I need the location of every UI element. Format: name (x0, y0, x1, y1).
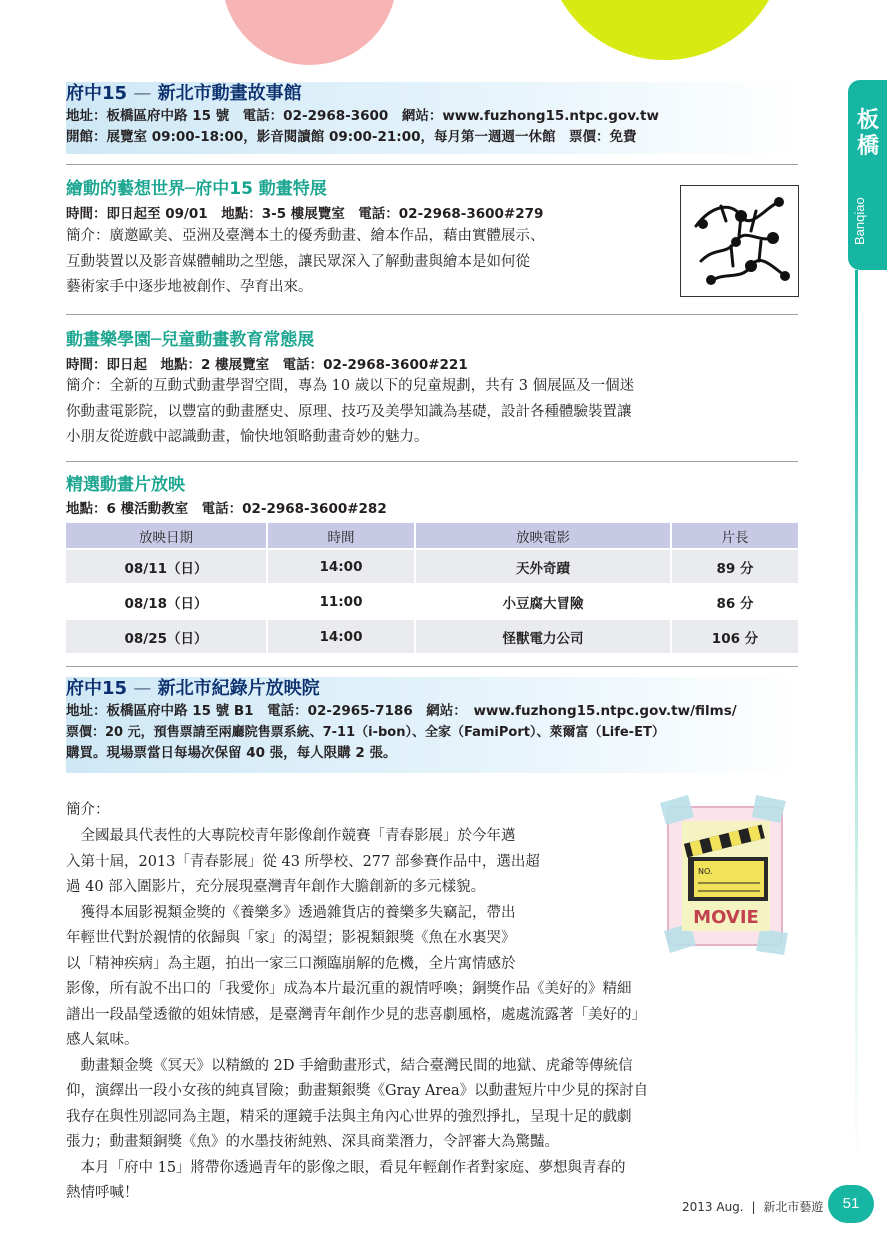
exhibit2-title: 動畫樂學園─兒童動畫教育常態展 (66, 330, 315, 350)
column-header-time: 時間 (267, 523, 415, 549)
intro-label: 簡介： (66, 802, 110, 818)
venue1-address: 地址：板橋區府中路 15 號 電話：02-2968-3600 網站：www.fuzhong15.ntpc.gov.tw (66, 108, 659, 124)
page-footer (682, 1198, 823, 1215)
venue2-ticket: 票價：20 元，預售票請至兩廳院售票系統、7-11（i-bon）、全家（FamiPort）、萊爾富（Life-ET） (66, 725, 665, 740)
footer-magazine: 新北市藝遊 (763, 1200, 824, 1214)
exhibit2-intro: 簡介：全新的互動式動畫學習空間，專為 10 歲以下的兒童規劃，共有 3 個展區及一個迷 你動畫電影院，以豐富的動畫歷史、原理、技巧及美學知識為基礎，設計各種體驗裝置讓 小朋友從遊戲中認識動畫，愉快地領略動畫奇妙的魅力。 (66, 378, 635, 445)
screening-meta: 地點：6 樓活動教室 電話：02-2968-3600#282 (66, 501, 387, 517)
exhibit1-title: 繪動的藝想世界─府中15 動畫特展 (66, 179, 327, 199)
district-tab (848, 80, 887, 270)
footer-issue: 2013 Aug. (682, 1200, 744, 1214)
footer-separator: | (751, 1200, 756, 1214)
table-row (66, 584, 798, 619)
intro-text-narrow: 全國最具代表性的大專院校青年影像創作競賽「青春影展」於今年邁 入第十屆，2013「青春影展」從 43 所學校、277 部參賽作品中，選出超 過 40 部入圍影片，充分展現臺灣青年創作大膽創新的多元樣貌。 獲得本屆影視類金獎的《養樂多》透過雜貨店的養樂多失竊記，帶出 年輕世代對於親情的依歸與「家」的渴望；影視類銀獎《魚在水裏哭》 以「精神疾病」為主題，拍出一家三口瀕臨崩解的危機，全片寓情感於 (66, 828, 540, 972)
exhibit1-intro: 簡介：廣邀歐美、亞洲及臺灣本土的優秀動畫、繪本作品，藉由實體展示、 互動裝置以及影音媒體輔助之型態，讓民眾深入了解動畫與繪本是如何從 藝術家手中逐步地被創作、孕育出來。 (66, 228, 545, 295)
venue2-title: 府中15 — 新北市紀錄片放映院 (66, 678, 320, 699)
cell-length: 86 分 (671, 584, 798, 619)
intro-text-wide: 影像，所有說不出口的「我愛你」成為本片最沉重的親情呼喚；銅獎作品《美好的》精細 譜出一段晶瑩透徹的姐妹情感，是臺灣青年創作少見的悲喜劇風格，處處流露著「美好的」 感人氣味。 動畫類金獎《冥天》以精緻的 2D 手繪動畫形式，結合臺灣民間的地獄、虎爺等傳統信 仰，演繹出一段小女孩的純真冒險；動畫類銀獎《Gray Area》以動畫短片中少見的探討自 我存在與性別認同為主題，精采的運鏡手法與主角內心世界的強烈掙扎，呈現十足的戲劇 張力；動畫類銅獎《魚》的水墨技術純熟、深具商業潛力，令評審大為驚豔。 本月「府中 15」將帶你透過青年的影像之眼，看見年輕創作者對家庭、夢想與青春的 熱情呼喊！ (66, 981, 649, 1201)
column-header-date: 放映日期 (66, 523, 267, 549)
divider (66, 666, 798, 667)
cell-date: 08/18（日） (66, 584, 267, 619)
venue2-ticket-note: 購買。現場票當日每場次保留 40 張，每人限購 2 張。 (66, 745, 397, 761)
column-header-film: 放映電影 (415, 523, 671, 549)
exhibit-artwork-image (680, 185, 799, 297)
table-row (66, 619, 798, 653)
column-header-length: 片長 (671, 523, 798, 549)
venue1-hours: 開館：展覽室 09:00-18:00，影音閱讀館 09:00-21:00，每月第一週週一休館 票價：免費 (66, 129, 637, 145)
cell-date: 08/25（日） (66, 619, 267, 653)
decor-circle-lime (545, 0, 785, 60)
exhibit2-meta: 時間：即日起 地點：2 樓展覽室 電話：02-2968-3600#221 (66, 357, 468, 373)
screening-title: 精選動畫片放映 (66, 475, 185, 495)
cell-film: 天外奇蹟 (415, 549, 671, 584)
cell-length: 89 分 (671, 549, 798, 584)
cell-film: 怪獸電力公司 (415, 619, 671, 653)
cell-time: 14:00 (267, 619, 415, 653)
divider (66, 314, 798, 315)
district-label: 板橋 (856, 108, 879, 159)
page-number: 51 (828, 1185, 874, 1223)
clapper-label: NO. (698, 867, 713, 876)
cell-date: 08/11（日） (66, 549, 267, 584)
screening-table (66, 523, 798, 653)
venue1-title: 府中15 — 新北市動畫故事館 (66, 83, 302, 104)
venue2-address: 地址：板橋區府中路 15 號 B1 電話：02-2965-7186 網站： www.fuzhong15.ntpc.gov.tw/films/ (66, 703, 737, 719)
exhibit1-meta: 時間：即日起至 09/01 地點：3-5 樓展覽室 電話：02-2968-3600#279 (66, 206, 544, 222)
cell-film: 小豆腐大冒險 (415, 584, 671, 619)
divider (66, 461, 798, 462)
cell-time: 11:00 (267, 584, 415, 619)
divider (66, 164, 798, 165)
side-accent-line (855, 270, 858, 1170)
cell-length: 106 分 (671, 619, 798, 653)
decor-circle-pink (222, 0, 397, 65)
movie-badge-text: MOVIE (693, 907, 759, 928)
movie-clapperboard-icon (660, 795, 790, 955)
table-row (66, 549, 798, 584)
table-header-row (66, 523, 798, 549)
venue2-header (66, 677, 798, 773)
venue1-header (66, 82, 798, 154)
district-label-en: Banqiao (852, 197, 867, 245)
cell-time: 14:00 (267, 549, 415, 584)
